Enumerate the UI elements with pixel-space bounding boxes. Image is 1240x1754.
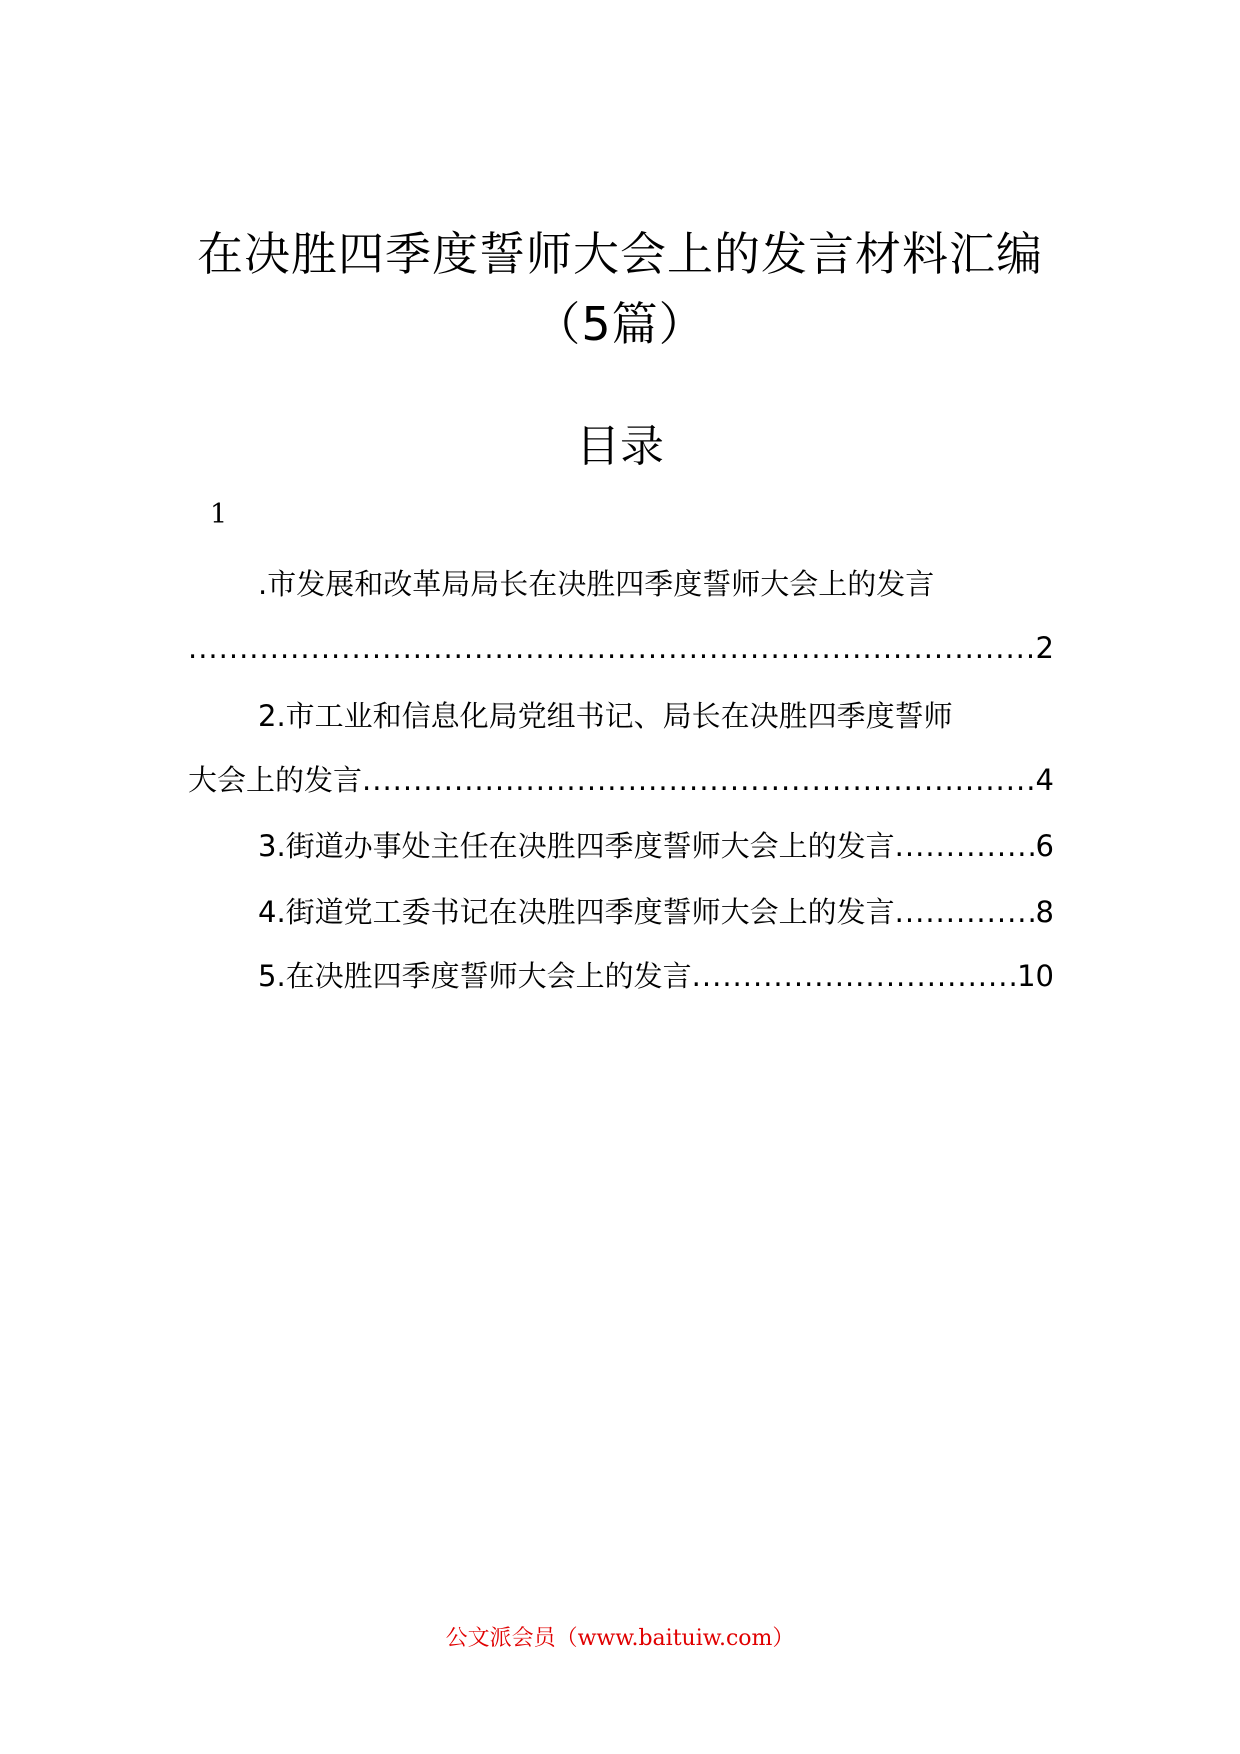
- toc-leader-dots: [895, 892, 1034, 932]
- toc-leader-dots: [362, 760, 1034, 800]
- toc-entry-1-title: .市发展和改革局局长在决胜四季度誓师大会上的发言: [258, 567, 935, 601]
- document-title: 在决胜四季度誓师大会上的发言材料汇编: [197, 227, 1043, 281]
- toc-entry-2-title: 2.市工业和信息化局党组书记、局长在决胜四季度誓师: [258, 699, 953, 733]
- document-subtitle-count: （5篇）: [534, 297, 706, 351]
- toc-leader-dots: [692, 956, 1015, 996]
- toc-entry-1[interactable]: [188, 558, 1054, 604]
- toc-heading: 目录: [576, 421, 664, 472]
- toc-entry-4-title: 4.街道党工委书记在决胜四季度誓师大会上的发言: [258, 895, 895, 929]
- toc-entry-2-continuation[interactable]: [188, 754, 1054, 800]
- toc-entry-3-title: 3.街道办事处主任在决胜四季度誓师大会上的发言: [258, 829, 895, 863]
- toc-entry-3[interactable]: [188, 820, 1054, 866]
- toc-entry-5-title: 5.在决胜四季度誓师大会上的发言: [258, 959, 692, 993]
- toc-leader-dots: [188, 628, 1034, 668]
- toc-entry-5[interactable]: [188, 950, 1054, 996]
- toc-leader-dots: [895, 826, 1034, 866]
- toc-entry-2[interactable]: [188, 690, 1054, 736]
- toc-entry-2-title-cont: 大会上的发言: [188, 763, 363, 797]
- toc-entry-2-page: 4: [1035, 763, 1054, 797]
- toc-entry-4-page: 8: [1035, 895, 1054, 929]
- toc-leading-number: 1: [210, 499, 228, 530]
- toc-entry-1-leader[interactable]: [188, 622, 1054, 668]
- toc-entry-5-page: 10: [1017, 959, 1054, 993]
- footer-watermark-text: 公文派会员（www.baituiw.com）: [445, 1626, 795, 1651]
- toc-entry-1-page: 2: [1035, 631, 1054, 665]
- toc-entry-4[interactable]: [188, 886, 1054, 932]
- toc-entry-3-page: 6: [1035, 829, 1054, 863]
